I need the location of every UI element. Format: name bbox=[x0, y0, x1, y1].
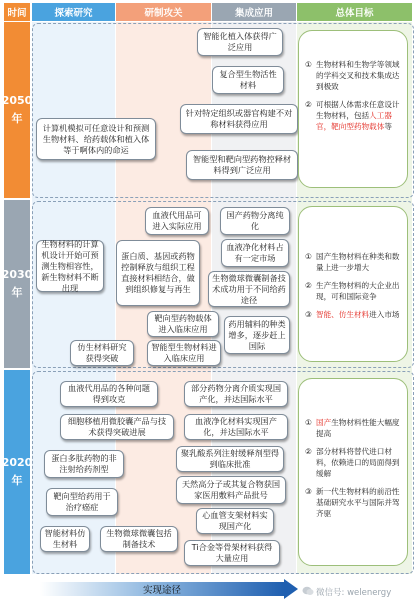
header-goal: 总体目标 bbox=[297, 3, 412, 21]
box-2030-blood-substitute: 血液代用品可进入实际应用 bbox=[145, 207, 209, 235]
box-2020-blood-substitute-issues: 血液代用品的各种问题得到攻克 bbox=[60, 381, 158, 407]
goal-2020-item-1: ① 国产生物材料性能大幅度提高 bbox=[305, 418, 400, 438]
box-2050-smart-implant: 智能化植入体获得广泛应用 bbox=[197, 28, 283, 56]
goal-2030-item-3: ③ 智能、仿生材料进入市场 bbox=[305, 310, 400, 319]
box-2030-drug-separation: 国产药物分离纯化 bbox=[220, 207, 290, 235]
box-2020-natural-polymer: 天然高分子或其复合物获国家医用敷料产品批号 bbox=[176, 476, 286, 504]
goal-2050-item-2: ② 可根据人体需求任意设计生物材料，包括人工器官，靶向型药物载体等 bbox=[305, 100, 400, 131]
box-2050-targeted-release: 智能型和靶向型药物控释材料得到广泛应用 bbox=[186, 150, 298, 180]
box-2020-peptide-noninjection: 蛋白多肽药物的非注射给药剂型 bbox=[44, 450, 124, 478]
box-2050-asymmetric-material: 针对特定组织或器官构建不对称材料获得应用 bbox=[180, 104, 298, 134]
year-2020-unit: 年 bbox=[11, 474, 23, 487]
goal-2030-item-1: ① 国产生物材料在种类和数量上进一步增大 bbox=[305, 252, 400, 272]
year-2030-unit: 年 bbox=[11, 286, 23, 299]
goal-2050 bbox=[298, 30, 408, 188]
box-2020-microcapsule: 细胞移植用微胶囊产品与技术获得突破进展 bbox=[60, 414, 174, 440]
box-2030-computer-design: 生物材料的计算机设计开始可预测生物相容性，新生物材料不断出现 bbox=[36, 240, 104, 292]
wechat-icon bbox=[302, 586, 314, 596]
year-2050-number: 2050 bbox=[1, 94, 33, 108]
arrow-label: 实现途径 bbox=[142, 585, 181, 596]
year-2020 bbox=[1, 370, 33, 574]
watermark: 微信号: welenergy bbox=[316, 588, 392, 598]
box-2050-computer-simulation: 计算机模拟可任意设计和预测生物材料、给药载体和植入体等于啊体内的命运 bbox=[36, 118, 156, 160]
goal-2020 bbox=[298, 378, 408, 566]
implementation-arrow bbox=[40, 579, 298, 599]
header-integrate: 集成应用 bbox=[212, 3, 296, 21]
box-2020-drug-separation-media: 部分药物分离介质实现国产化，并达国际水平 bbox=[184, 381, 288, 407]
header-time: 时间 bbox=[4, 3, 30, 21]
box-2050-composite-bioactive: 复合型生物活性材料 bbox=[212, 66, 284, 94]
goal-2050-item-1: ① 生物材料和生物学等领域的学科交叉和技术集成达到极致 bbox=[305, 60, 400, 91]
box-2020-blood-purification: 血液净化材料实现国产化，并达国际水平 bbox=[184, 414, 288, 440]
box-2020-pla-release: 聚乳酸系列注射缓释剂型得到临床批准 bbox=[176, 446, 284, 472]
year-2050 bbox=[1, 22, 33, 198]
goal-2030 bbox=[298, 206, 408, 362]
box-2020-targeted-cancer: 靶向型给药用于治疗癌症 bbox=[46, 488, 118, 516]
box-2030-excipients: 药用辅料的种类增多，逐步赶上国际 bbox=[224, 316, 290, 354]
box-2030-protein-gene-release: 蛋白质、基因或药物控制释放与组织工程直接材料相结合，做到组织修复与再生 bbox=[116, 240, 200, 306]
box-2020-microsphere-prep: 生物微球微囊包括制备技术 bbox=[100, 526, 178, 552]
box-2030-smart-biomaterial: 智能型生物材料进入临床应用 bbox=[147, 340, 221, 366]
box-2020-ti-alloy: Ti合金等骨架材料获得大量应用 bbox=[184, 540, 280, 566]
goal-2020-item-3: ③ 新一代生物材料的前沿性基础研究水平与国际并驾齐驱 bbox=[305, 487, 400, 518]
box-2020-cardio-stent: 心血管支架材料实现国产化 bbox=[196, 508, 274, 534]
year-2030 bbox=[1, 200, 33, 368]
box-2030-microsphere-tech: 生物微球微囊制备技术成功用于不同给药途径 bbox=[208, 271, 290, 307]
header-develop: 研制攻关 bbox=[116, 3, 211, 21]
box-2030-targeted-carrier: 靶向型药物载体进入临床应用 bbox=[147, 311, 219, 337]
year-2030-number: 2030 bbox=[1, 268, 33, 282]
arrow-head-icon bbox=[284, 579, 298, 599]
year-2020-number: 2020 bbox=[1, 456, 33, 470]
box-2020-smart-bionic: 智能材料仿生材料 bbox=[40, 526, 90, 552]
box-2030-bionic-material: 仿生材料研究获得突破 bbox=[70, 340, 134, 366]
year-2050-unit: 年 bbox=[11, 112, 23, 125]
goal-2030-item-2: ② 生产生物材料的大企业出现，可和国际竞争 bbox=[305, 281, 400, 301]
box-2030-blood-purification: 血液净化材料占有一定市场 bbox=[221, 239, 289, 267]
header-explore: 探索研究 bbox=[32, 3, 115, 21]
goal-2020-item-2: ② 部分材料将替代进口材料，依赖进口的局面得到缓解 bbox=[305, 447, 400, 478]
